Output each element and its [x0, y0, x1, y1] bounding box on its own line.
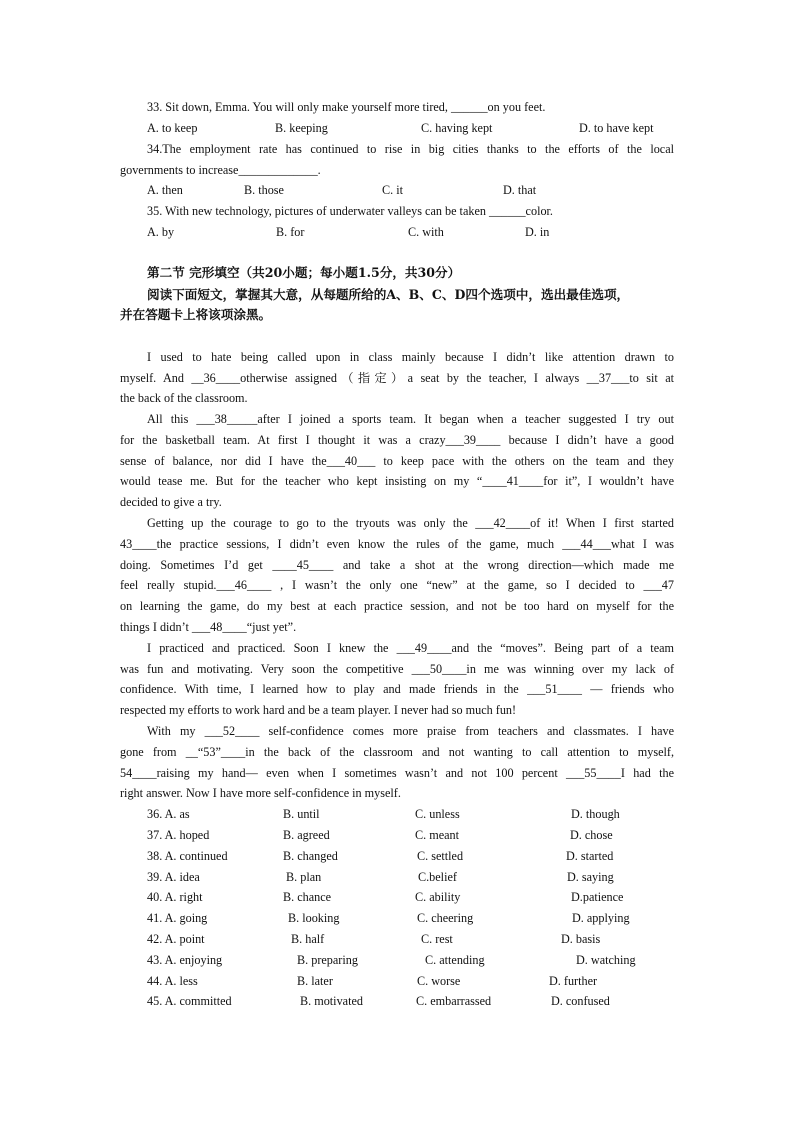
cloze-option: C. worse [417, 974, 461, 988]
cloze-option: B. preparing [297, 953, 358, 967]
answer-option: B. those [244, 183, 284, 197]
passage-line: gone from __“53”____in the back of the classroom and not wanting to call attention to myself, [120, 745, 674, 759]
cloze-option: B. changed [283, 849, 338, 863]
passage-line: decided to give a try. [120, 495, 222, 509]
cloze-option: 43. A. enjoying [147, 953, 223, 967]
cloze-option: B. looking [288, 911, 340, 925]
passage-line: All this ___38_____after I joined a sports team. It began when a teacher suggested I try out [147, 412, 674, 426]
cloze-option: B. plan [286, 870, 322, 884]
passage-line: 43____the practice sessions, I didn’t even know the rules of the game, much ___44___what I was [120, 537, 674, 551]
passage-line: myself. And __36____otherwise assigned（指定）a seat by the teacher, I always __37___to sit at [120, 371, 674, 385]
cloze-option: C. attending [425, 953, 485, 967]
cloze-option: B. chance [283, 890, 332, 904]
cloze-option: 42. A. point [147, 932, 205, 946]
passage-line: With my ___52____ self-confidence comes more praise from teachers and classmates. I have [147, 724, 674, 738]
passage-line: the back of the classroom. [120, 391, 248, 405]
cloze-option: 38. A. continued [147, 849, 228, 863]
cloze-option: 41. A. going [147, 911, 208, 925]
passage-line: feel really stupid.___46____ , I wasn’t the only one “new” at the game, so I decided to ___47 [120, 578, 674, 592]
passage-line: on learning the game, do my best at each practice session, and not be too hard on myself for the [120, 599, 674, 613]
answer-option: D. in [525, 225, 550, 239]
cloze-option: 39. A. idea [147, 870, 200, 884]
answer-option: D. to have kept [579, 121, 654, 135]
passage-line: confidence. With time, I learned how to play and made friends in the ___51____ — friends who [120, 682, 674, 696]
cloze-option: B. until [283, 807, 320, 821]
answer-option: A. to keep [147, 121, 198, 135]
question-q33: 33. Sit down, Emma. You will only make yourself more tired, ______on you feet. [147, 100, 546, 114]
cloze-option: 36. A. as [147, 807, 190, 821]
cloze-option: D. saying [567, 870, 614, 884]
passage-line: I used to hate being called upon in class mainly because I didn’t like attention drawn to [147, 350, 674, 364]
section-instruction: 阅读下面短文，掌握其大意，从每题所给的A、B、C、D四个选项中，选出最佳选项， [147, 287, 630, 302]
cloze-option: C. rest [421, 932, 453, 946]
cloze-option: D. though [571, 807, 620, 821]
answer-option: C. having kept [421, 121, 493, 135]
cloze-option: B. agreed [283, 828, 330, 842]
cloze-option: C. settled [417, 849, 464, 863]
answer-option: C. with [408, 225, 444, 239]
cloze-option: B. later [297, 974, 333, 988]
cloze-option: B. half [291, 932, 325, 946]
cloze-option: D. further [549, 974, 598, 988]
cloze-option: D.patience [571, 890, 624, 904]
answer-option: A. then [147, 183, 183, 197]
passage-line: things I didn’t ___48____“just yet”. [120, 620, 297, 634]
passage-line: doing. Sometimes I’d get ____45____ and take a shot at the wrong direction—which made me [120, 558, 674, 572]
cloze-option: D. watching [576, 953, 636, 967]
cloze-option: C. ability [415, 890, 461, 904]
passage-line: would tease me. But for the teacher who kept insisting on my “____41____for it”, I wouldn’t have [120, 474, 674, 488]
question-q35: 35. With new technology, pictures of underwater valleys can be taken ______color. [147, 204, 553, 218]
cloze-option: B. motivated [300, 994, 363, 1008]
cloze-option: 45. A. committed [147, 994, 232, 1008]
question-q34a: 34.The employment rate has continued to rise in big cities thanks to the efforts of the local [147, 142, 674, 156]
cloze-option: C. cheering [417, 911, 474, 925]
passage-line: 54____raising my hand— even when I sometimes wasn’t and not 100 percent ___55____I had the [120, 766, 674, 780]
cloze-option: C. meant [415, 828, 460, 842]
cloze-option: 44. A. less [147, 974, 198, 988]
cloze-option: D. applying [572, 911, 630, 925]
answer-option: C. it [382, 183, 403, 197]
passage-line: I practiced and practiced. Soon I knew the ___49____and the “moves”. Being part of a team [147, 641, 674, 655]
passage-line: right answer. Now I have more self-confidence in myself. [120, 786, 401, 800]
cloze-option: D. chose [570, 828, 613, 842]
passage-line: Getting up the courage to go to the tryouts was only the ___42____of it! When I first started [147, 516, 674, 530]
question-q34b: governments to increase_____________. [120, 163, 321, 177]
answer-option: D. that [503, 183, 537, 197]
answer-option: B. for [276, 225, 305, 239]
cloze-option: 37. A. hoped [147, 828, 210, 842]
cloze-option: D. basis [561, 932, 601, 946]
answer-option: B. keeping [275, 121, 328, 135]
cloze-option: C. embarrassed [416, 994, 492, 1008]
cloze-option: D. started [566, 849, 614, 863]
answer-option: A. by [147, 225, 175, 239]
passage-line: for the basketball team. At first I thought it was a crazy___39____ because I didn’t have a good [120, 433, 674, 447]
passage-line: was fun and motivating. Very soon the competitive ___50____in me was winning over my lack of [120, 662, 674, 676]
section-instruction-continued: 并在答题卡上将该项涂黑。 [120, 307, 272, 322]
cloze-option: C.belief [418, 870, 457, 884]
passage-line: respected my efforts to work hard and be a team player. I never had so much fun! [120, 703, 517, 717]
cloze-option: C. unless [415, 807, 460, 821]
passage-line: sense of balance, nor did I have the___40___ to keep pace with the others on the team and they [120, 454, 674, 468]
cloze-option: 40. A. right [147, 890, 203, 904]
section-title: 第二节 完形填空（共20小题；每小题1.5分，共30分） [147, 265, 461, 280]
cloze-option: D. confused [551, 994, 610, 1008]
